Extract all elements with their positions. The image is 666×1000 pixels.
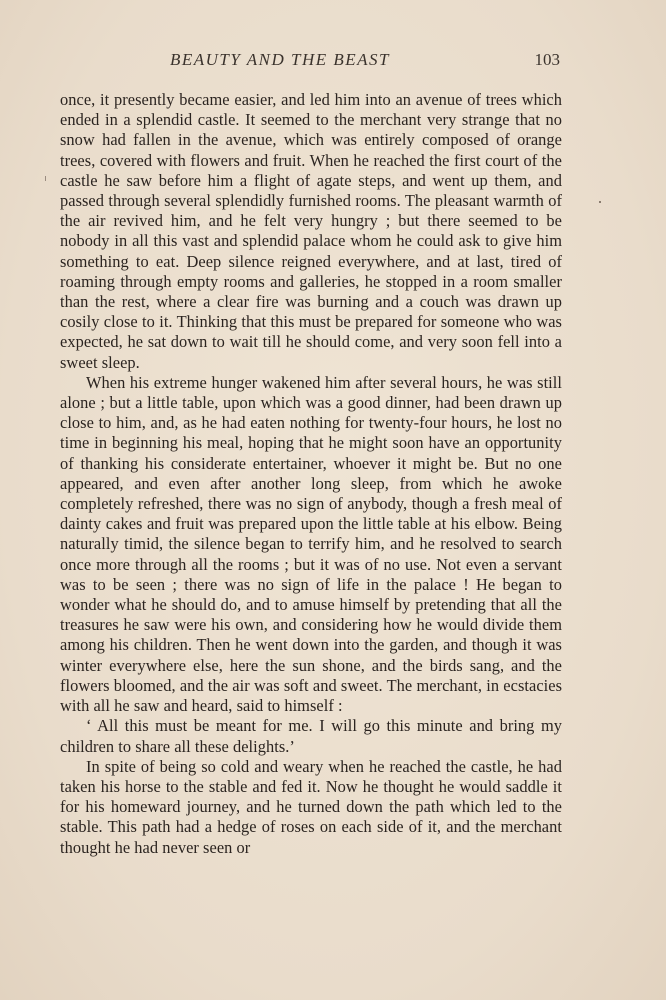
paragraph-2: When his extreme hunger wakened him after several hours, he was still alone ; but a little table, upon which was a good dinner, had been drawn up close to him, and, as he had eaten nothing for twenty-four hours, he lost no time in beginning his meal, hoping that he might soon have an opportunity of thanking his considerate entertainer, whoever it might be. But no one appeared, and even after another long sleep, from which he awoke completely refreshed, there was no sign of anybody, though a fresh meal of dainty cakes and fruit was prepared upon the little table at his elbow. Being naturally timid, the silence began to terrify him, and he resolved to search once more through all the rooms ; but it was of no use. Not even a servant was to be seen ; there was no sign of life in the palace ! He began to wonder what he should do, and to amuse himself by pretending that all the treasures he saw were his own, and considering how he would divide them among his children. Then he went down into the garden, and though it was winter everywhere else, here the sun shone, and the birds sang, and the flowers bloomed, and the air was soft and sweet. The merchant, in ecstacies with all he saw and heard, said to himself :	[60, 372, 562, 716]
paragraph-1: once, it presently became easier, and led him into an avenue of trees which ended in a splendid castle. It seemed to the merchant very strange that no snow had fallen in the avenue, which was entirely composed of orange trees, covered with flowers and fruit. When he reached the first court of the castle he saw before him a flight of agate steps, and went up them, and passed through several splendidly furnished rooms. The pleasant warmth of the air revived him, and he felt very hungry ; but there seemed to be nobody in all this vast and splendid palace whom he could ask to give him something to eat. Deep silence reigned everywhere, and at last, tired of roaming through empty rooms and galleries, he stopped in a room smaller than the rest, where a clear fire was burning and a couch was drawn up cosily close to it. Thinking that this must be prepared for someone who was expected, he sat down to wait till he should come, and very soon fell into a sweet sleep.	[60, 90, 562, 372]
paragraph-4: In spite of being so cold and weary when he reached the castle, he had taken his horse to the stable and fed it. Now he thought he would saddle it for his homeward journey, and he turned down the path which led to the stable. This path had a hedge of roses on each side of it, and the merchant thought he had never seen or	[60, 756, 562, 857]
body-text	[60, 90, 562, 858]
running-head	[60, 50, 565, 72]
paper-speck	[599, 201, 601, 203]
paper-mark	[45, 176, 46, 181]
page-number: 103	[534, 50, 560, 69]
running-title: BEAUTY AND THE BEAST	[169, 50, 390, 69]
paragraph-3: ‘ All this must be meant for me. I will go this minute and bring my children to share all these delights.’	[60, 716, 562, 756]
